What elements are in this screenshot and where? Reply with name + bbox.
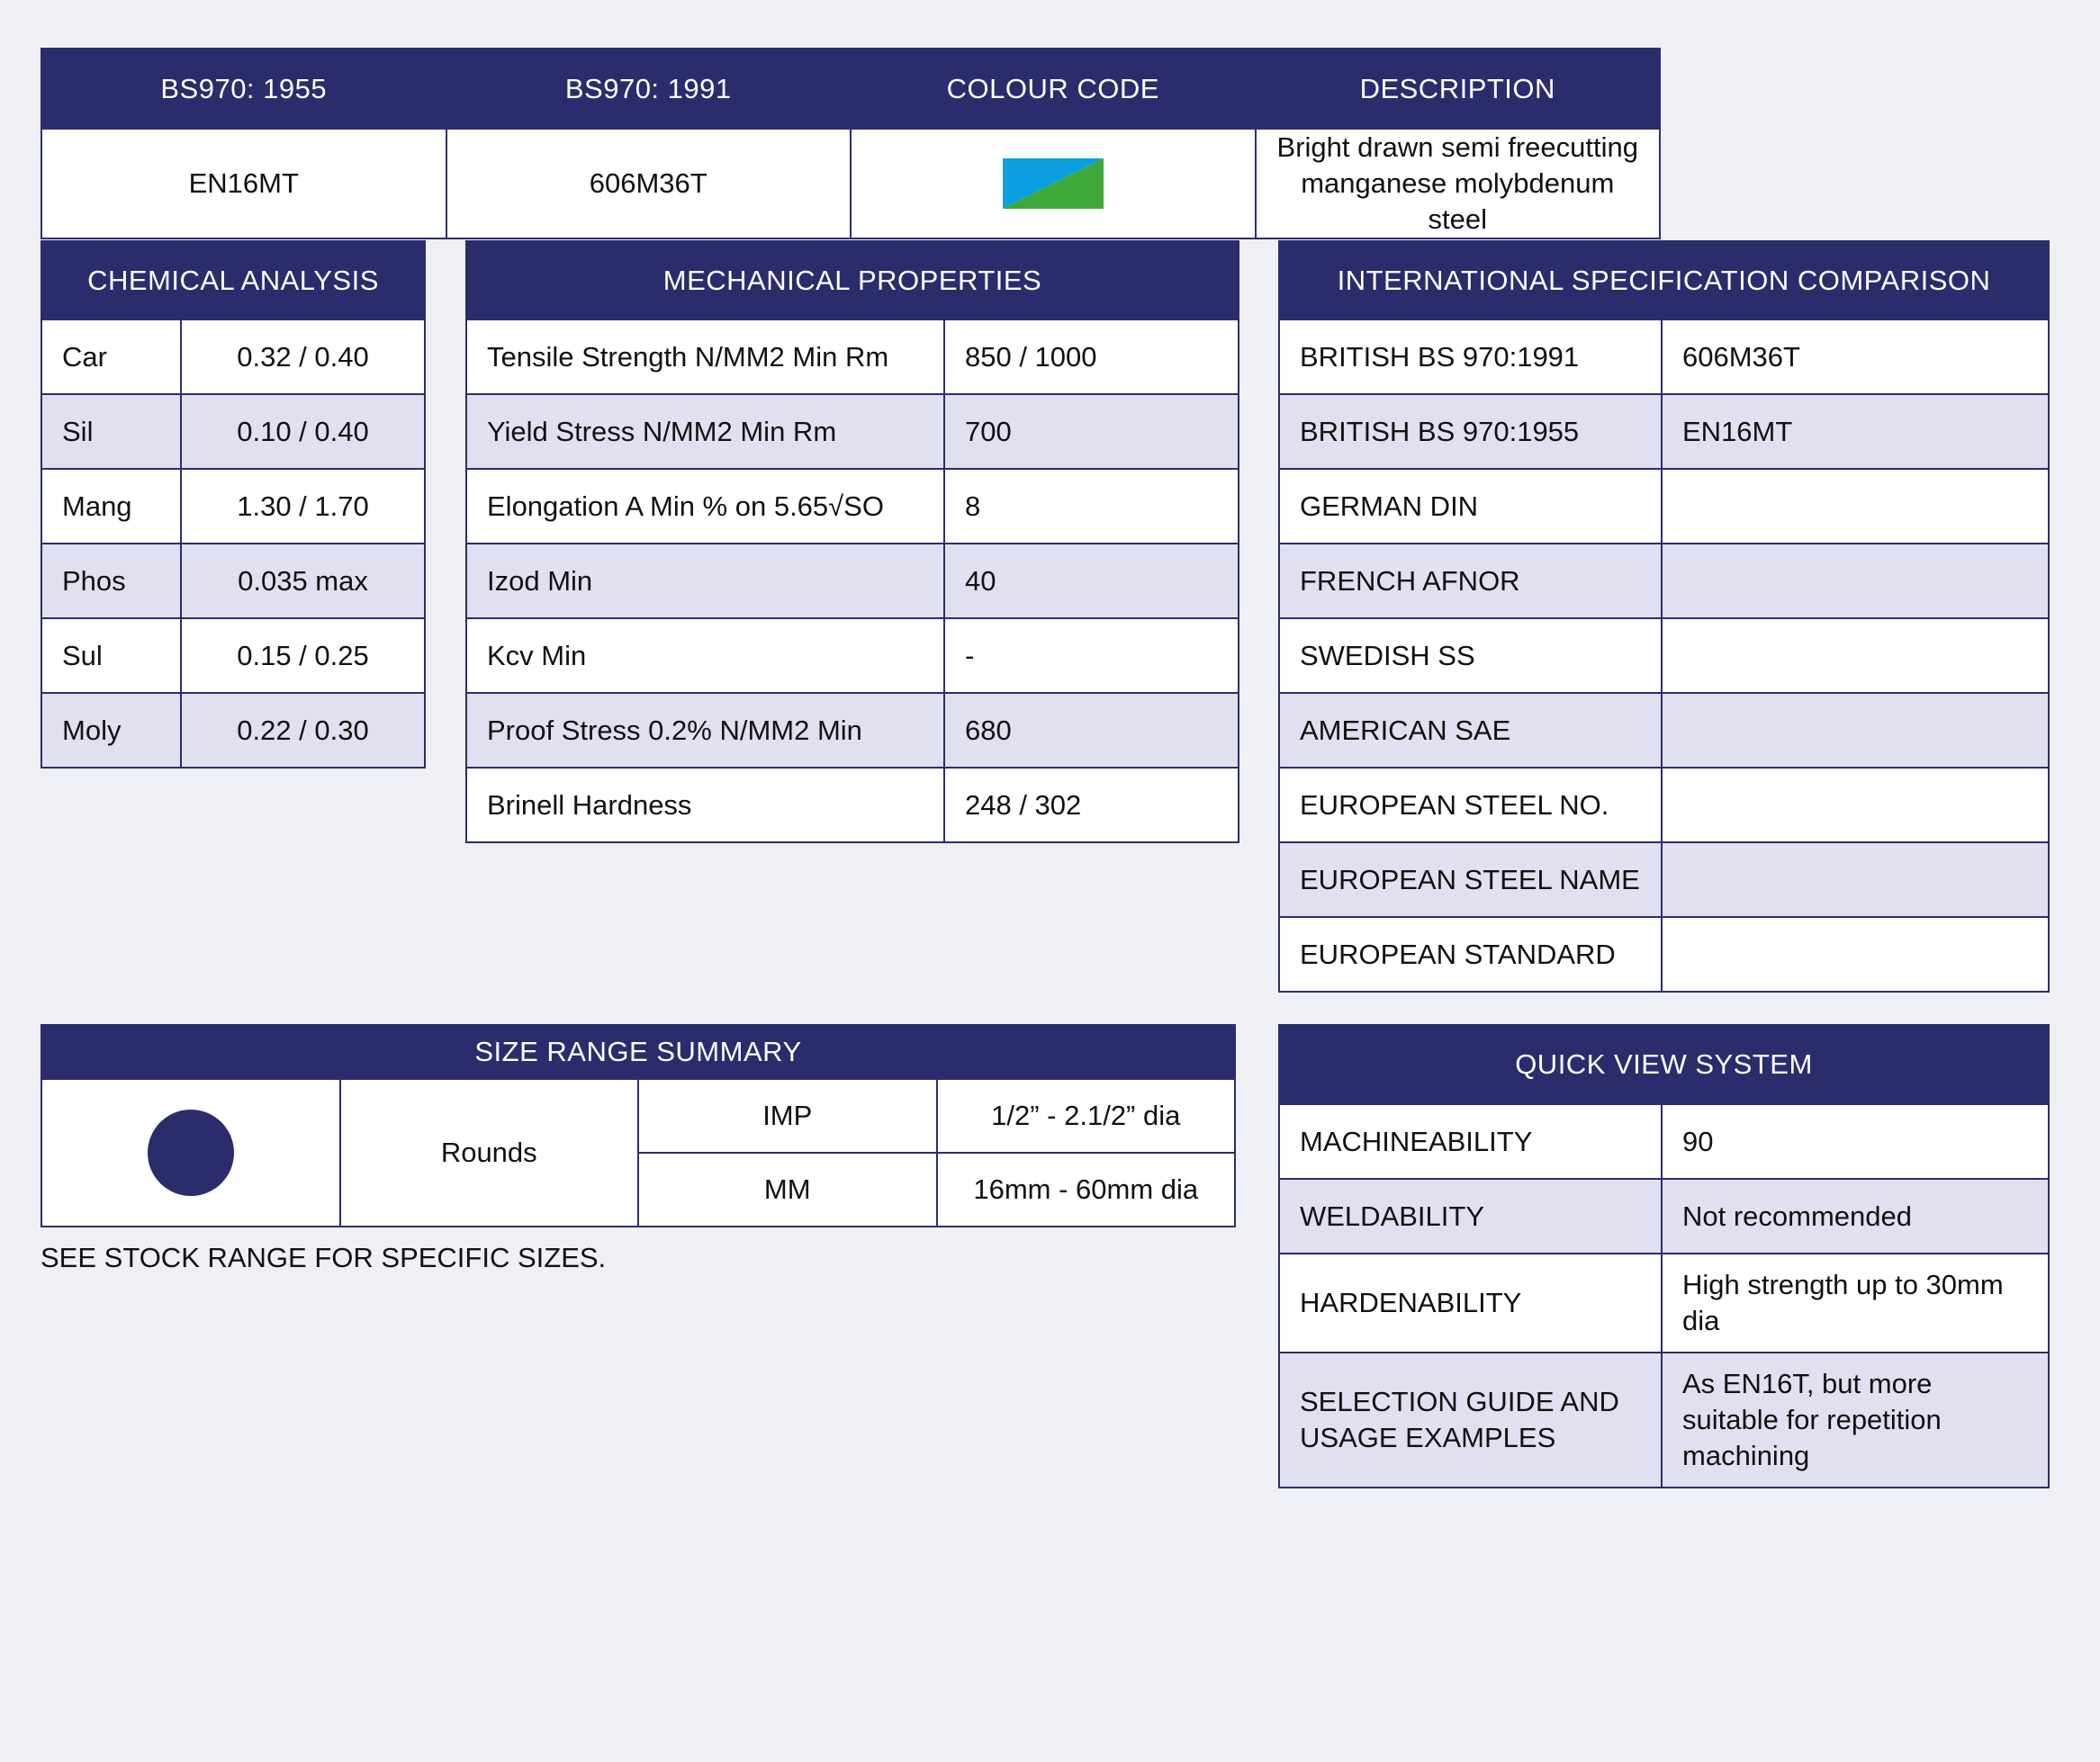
round-bar-icon (148, 1110, 234, 1196)
quick-view-value: High strength up to 30mm dia (1662, 1254, 2049, 1353)
spec-header-table (41, 48, 1661, 239)
chem-value: 0.22 / 0.30 (181, 693, 425, 768)
quick-view-table (1278, 1024, 2050, 1488)
spec-value: 606M36T (1662, 319, 2049, 394)
spec-value (1662, 544, 2049, 618)
mech-property: Elongation A Min % on 5.65√SO (466, 469, 944, 544)
quick-view-label: MACHINEABILITY (1279, 1104, 1662, 1179)
spec-standard: BRITISH BS 970:1955 (1279, 394, 1662, 469)
spec-value (1662, 842, 2049, 917)
size-unit: IMP (638, 1079, 937, 1153)
spec-value (1662, 768, 2049, 842)
quick-view-value: Not recommended (1662, 1179, 2049, 1254)
header-bs970-1991: BS970: 1991 (446, 49, 852, 129)
size-range-value: 1/2” - 2.1/2” dia (937, 1079, 1236, 1153)
chem-element: Car (41, 319, 181, 394)
chem-element: Sul (41, 618, 181, 693)
chem-element: Sil (41, 394, 181, 469)
spec-standard: AMERICAN SAE (1279, 693, 1662, 768)
mech-value: 248 / 302 (944, 768, 1239, 842)
chem-value: 0.10 / 0.40 (181, 394, 425, 469)
size-range-title: SIZE RANGE SUMMARY (41, 1025, 1235, 1079)
chem-value: 0.15 / 0.25 (181, 618, 425, 693)
mech-value: 700 (944, 394, 1239, 469)
quick-view-label: HARDENABILITY (1279, 1254, 1662, 1353)
mech-value: 680 (944, 693, 1239, 768)
header-colour-code: COLOUR CODE (851, 49, 1256, 129)
mech-property: Kcv Min (466, 618, 944, 693)
chem-element: Mang (41, 469, 181, 544)
mech-property: Tensile Strength N/MM2 Min Rm (466, 319, 944, 394)
chemical-analysis-table (41, 240, 426, 769)
round-shape-cell (41, 1079, 340, 1227)
bs-grade: 606M36T (446, 129, 852, 238)
en-grade: EN16MT (41, 129, 446, 238)
size-unit: MM (638, 1153, 937, 1227)
spec-value (1662, 693, 2049, 768)
quick-view-title: QUICK VIEW SYSTEM (1279, 1025, 2049, 1104)
size-range-table (41, 1024, 1236, 1227)
international-spec-table (1278, 240, 2050, 993)
mechanical-properties-table (465, 240, 1239, 843)
quick-view-label: WELDABILITY (1279, 1179, 1662, 1254)
header-description: DESCRIPTION (1256, 49, 1661, 129)
colour-code-cell (851, 129, 1256, 238)
mech-property: Izod Min (466, 544, 944, 618)
chem-value: 0.035 max (181, 544, 425, 618)
chemical-analysis-title: CHEMICAL ANALYSIS (41, 241, 425, 319)
chem-value: 1.30 / 1.70 (181, 469, 425, 544)
spec-value (1662, 917, 2049, 992)
spec-standard: SWEDISH SS (1279, 618, 1662, 693)
spec-standard: EUROPEAN STEEL NO. (1279, 768, 1662, 842)
spec-standard: EUROPEAN STANDARD (1279, 917, 1662, 992)
spec-standard: EUROPEAN STEEL NAME (1279, 842, 1662, 917)
quick-view-label: SELECTION GUIDE AND USAGE EXAMPLES (1279, 1353, 1662, 1488)
quick-view-value: As EN16T, but more suitable for repetition machining (1662, 1353, 2049, 1488)
colour-code-swatch (1003, 158, 1104, 209)
international-spec-title: INTERNATIONAL SPECIFICATION COMPARISON (1279, 241, 2049, 319)
spec-standard: BRITISH BS 970:1991 (1279, 319, 1662, 394)
spec-value: EN16MT (1662, 394, 2049, 469)
spec-value (1662, 469, 2049, 544)
mech-property: Proof Stress 0.2% N/MM2 Min (466, 693, 944, 768)
chem-element: Moly (41, 693, 181, 768)
header-bs970-1955: BS970: 1955 (41, 49, 446, 129)
chem-element: Phos (41, 544, 181, 618)
mech-value: 8 (944, 469, 1239, 544)
size-range-value: 16mm - 60mm dia (937, 1153, 1236, 1227)
mech-property: Yield Stress N/MM2 Min Rm (466, 394, 944, 469)
mech-value: 40 (944, 544, 1239, 618)
stock-range-note: SEE STOCK RANGE FOR SPECIFIC SIZES. (41, 1242, 607, 1273)
description: Bright drawn semi freecutting manganese molybdenum steel (1256, 129, 1661, 238)
spec-value (1662, 618, 2049, 693)
mech-value: 850 / 1000 (944, 319, 1239, 394)
spec-standard: FRENCH AFNOR (1279, 544, 1662, 618)
shape-name: Rounds (340, 1079, 639, 1227)
mech-property: Brinell Hardness (466, 768, 944, 842)
quick-view-value: 90 (1662, 1104, 2049, 1179)
chem-value: 0.32 / 0.40 (181, 319, 425, 394)
mech-value: - (944, 618, 1239, 693)
spec-standard: GERMAN DIN (1279, 469, 1662, 544)
mechanical-properties-title: MECHANICAL PROPERTIES (466, 241, 1239, 319)
